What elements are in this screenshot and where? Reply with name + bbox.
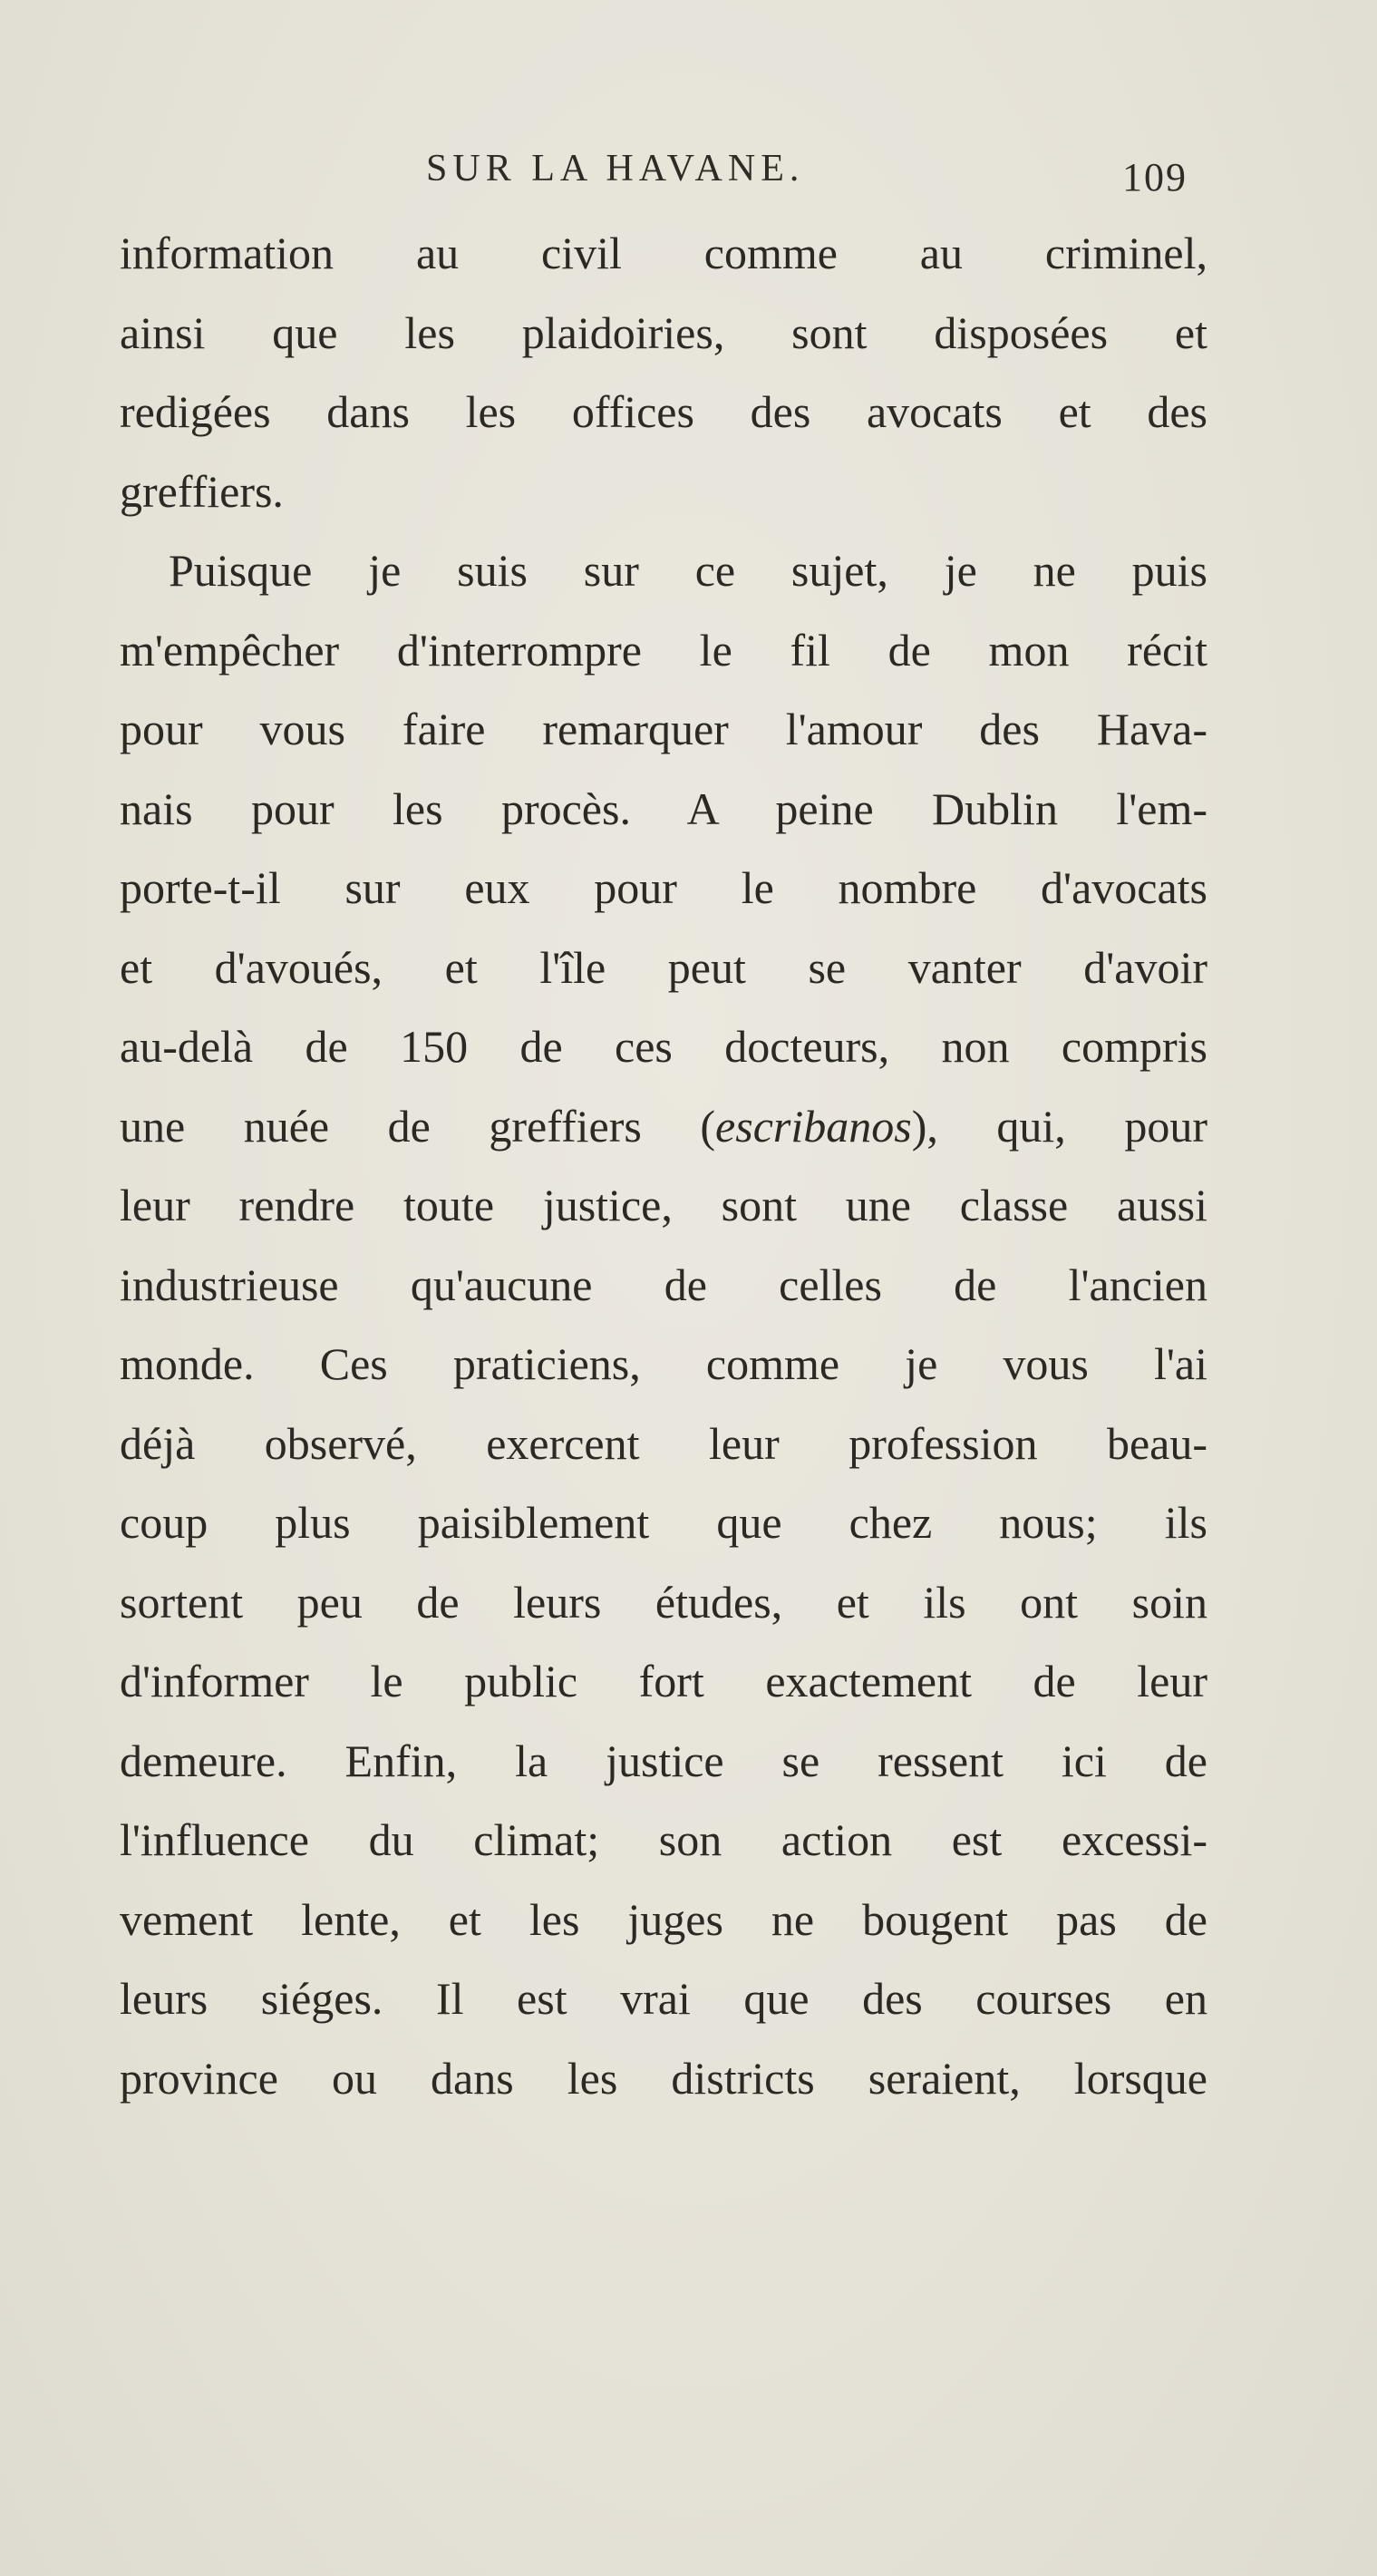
text-segment: ), qui, pour [911,1100,1207,1152]
italic-term: escribanos [715,1100,912,1152]
text-line: déjà observé, exercent leur profession beau- [120,1417,1207,1469]
text-line: leur rendre toute justice, sont une classe aussi [120,1180,1207,1230]
text-line: porte-t-il sur eux pour le nombre d'avocats [120,862,1207,913]
text-line: demeure. Enfin, la justice se ressent ici de [120,1735,1207,1786]
text-line-with-italic [120,1087,1207,1167]
running-head-title: SUR LA HAVANE. [426,148,805,190]
text-segment: une nuée de greffiers ( [120,1100,716,1152]
text-line: information au civil comme au criminel, [120,228,1207,278]
text-line: greffiers. [120,465,284,517]
text-line: nais pour les procès. A peine Dublin l'em- [120,783,1207,834]
text-line: sortent peu de leurs études, et ils ont soin [120,1576,1207,1628]
text-line: au-delà de 150 de ces docteurs, non compris [120,1021,1207,1072]
body-text [120,214,1207,2118]
text-line: ainsi que les plaidoiries, sont disposées et [120,306,1207,358]
running-head [0,136,1377,199]
text-line: m'empêcher d'interrompre le fil de mon récit [120,624,1207,676]
text-line: coup plus paisiblement que chez nous; ils [120,1497,1207,1548]
text-line: vement lente, et les juges ne bougent pas de [120,1893,1207,1945]
text-line: l'influence du climat; son action est excessi- [120,1814,1207,1865]
text-line: et d'avoués, et l'île peut se vanter d'avoir [120,941,1207,993]
text-line: Puisque je suis sur ce sujet, je ne puis [169,545,1207,596]
text-line: redigées dans les offices des avocats et des [120,386,1207,437]
text-line: leurs siéges. Il est vrai que des courses en [120,1973,1207,2024]
text-line: monde. Ces praticiens, comme je vous l'ai [120,1338,1207,1389]
text-line: d'informer le public fort exactement de leur [120,1656,1207,1706]
page-number: 109 [1122,155,1188,199]
text-line: pour vous faire remarquer l'amour des Hava- [120,704,1207,754]
text-line: province ou dans les districts seraient, lorsque [120,2052,1207,2104]
text-line: industrieuse qu'aucune de celles de l'ancien [120,1259,1207,1310]
